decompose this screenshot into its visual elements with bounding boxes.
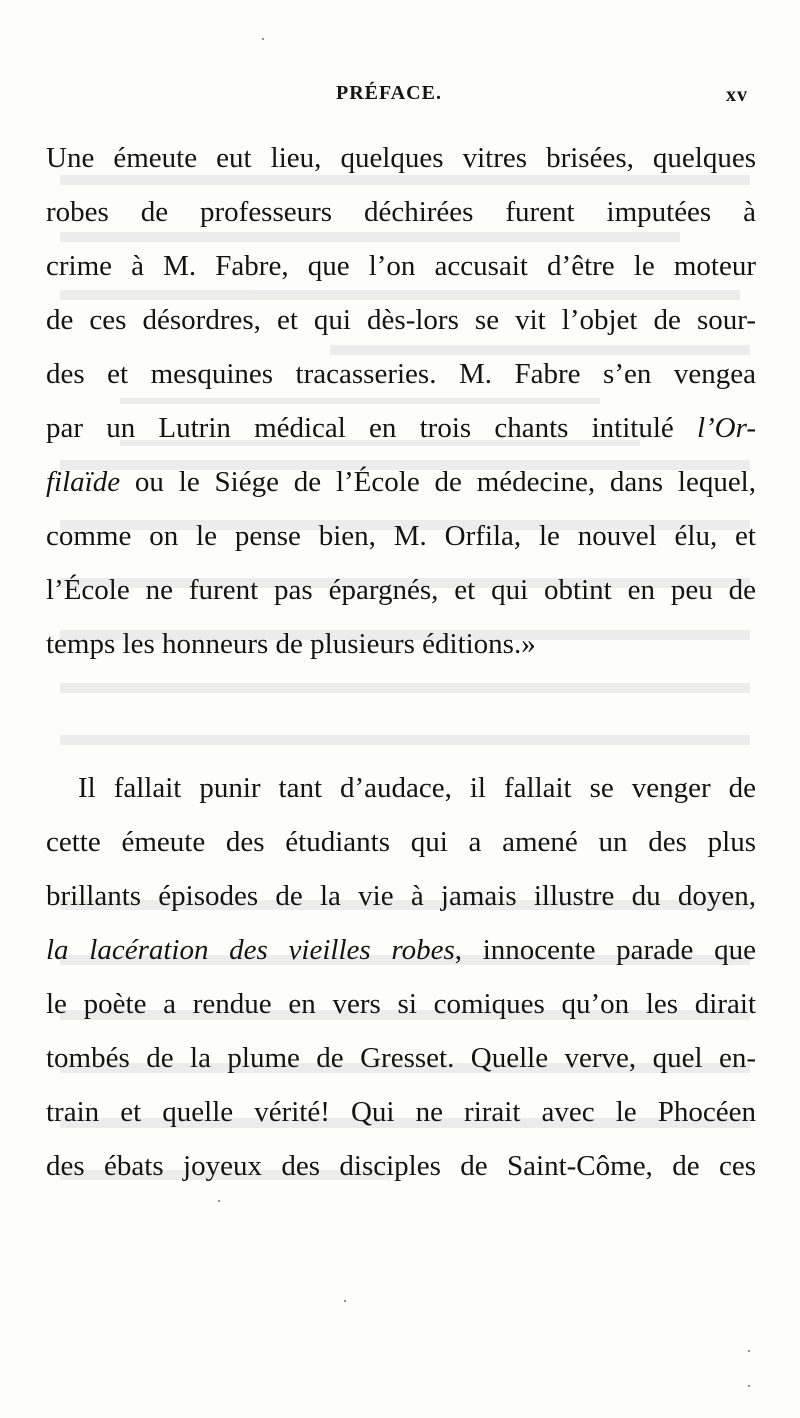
text-line: brillants épisodes de la vie à jamais illustre du doyen, bbox=[46, 880, 756, 912]
text-segment: ou le Siége de l’École de médecine, dans lequel, bbox=[120, 466, 756, 498]
text-line: de ces désordres, et qui dès-lors se vit l’objet de sour- bbox=[46, 304, 756, 336]
text-line: crime à M. Fabre, que l’on accusait d’être le moteur bbox=[46, 250, 756, 282]
page-header bbox=[0, 82, 800, 112]
text-line: cette émeute des étudiants qui a amené un des plus bbox=[46, 826, 756, 858]
text-line: Il fallait punir tant d’audace, il fallait se venger de bbox=[78, 772, 756, 804]
italic-title-segment: l’Or- bbox=[696, 412, 756, 444]
text-line: train et quelle vérité! Qui ne rirait avec le Phocéen bbox=[46, 1096, 756, 1128]
paper-speck bbox=[344, 1300, 346, 1302]
text-line: des ébats joyeux des disciples de Saint-Côme, de ces bbox=[46, 1150, 756, 1182]
paper-speck bbox=[748, 1385, 750, 1387]
text-line bbox=[46, 455, 756, 509]
paper-speck bbox=[262, 38, 264, 40]
text-line bbox=[46, 401, 756, 455]
italic-title-segment: filaïde bbox=[46, 466, 121, 498]
paragraph-2 bbox=[46, 761, 756, 1193]
page-number: xv bbox=[726, 84, 748, 106]
text-line: le poète a rendue en vers si comiques qu’on les dirait bbox=[46, 988, 756, 1020]
italic-phrase-segment: la lacération des vieilles robes bbox=[46, 934, 455, 966]
text-segment: , innocente parade que bbox=[454, 934, 756, 966]
text-line: comme on le pense bien, M. Orfila, le nouvel élu, et bbox=[46, 520, 756, 552]
paragraph-1 bbox=[46, 131, 756, 671]
text-line: robes de professeurs déchirées furent imputées à bbox=[46, 196, 756, 228]
text-line: l’École ne furent pas épargnés, et qui obtint en peu de bbox=[46, 574, 756, 606]
paper-speck bbox=[748, 1350, 750, 1352]
running-head: PRÉFACE. bbox=[336, 82, 442, 104]
text-line: Une émeute eut lieu, quelques vitres brisées, quelques bbox=[46, 142, 756, 174]
text-line bbox=[46, 923, 756, 977]
text-segment: par un Lutrin médical en trois chants intitulé bbox=[46, 412, 697, 444]
text-line: tombés de la plume de Gresset. Quelle verve, quel en- bbox=[46, 1042, 756, 1074]
paper-speck bbox=[218, 1200, 220, 1202]
text-line: des et mesquines tracasseries. M. Fabre s’en vengea bbox=[46, 358, 756, 390]
text-line: temps les honneurs de plusieurs éditions.» bbox=[46, 628, 536, 660]
